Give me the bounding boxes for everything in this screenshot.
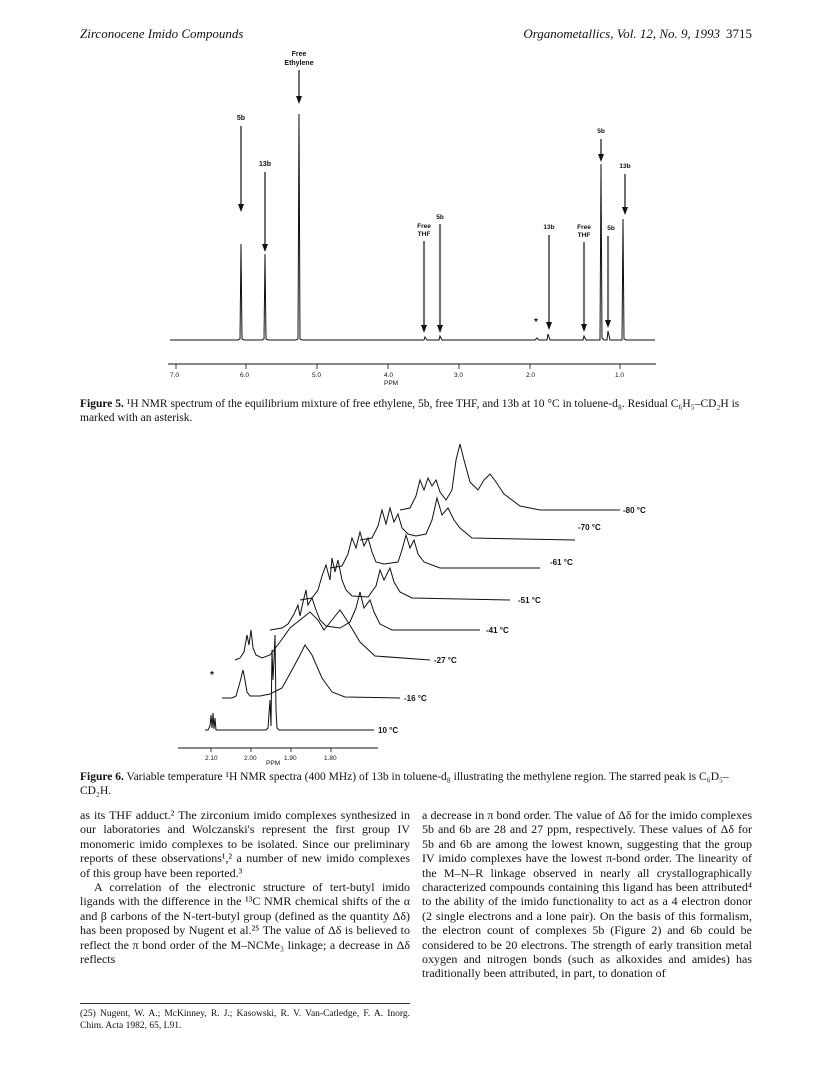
fig5-tick-label: 4.0 xyxy=(384,372,394,379)
fig6-tick-marks xyxy=(211,748,331,752)
figure-5-spectrum xyxy=(0,44,820,394)
label-5b-right: 5b xyxy=(607,225,615,232)
label-13b: 13b xyxy=(258,161,272,168)
label-13b-top: 13b xyxy=(619,163,631,170)
temp-label-minus80c: -80 °C xyxy=(623,506,646,515)
trace-minus41c xyxy=(270,590,480,630)
label-free-thf-right: Free xyxy=(577,224,591,231)
temp-label-minus41c: -41 °C xyxy=(486,626,509,635)
arrow-free-thf-head xyxy=(421,325,427,333)
figure-5-caption-text: ¹H NMR spectrum of the equilibrium mixture of free ethylene, 5b, free THF, and 13b at 10 °C in toluene-d₈. Residual C₆H₅–CD₂H is marked with an asterisk. xyxy=(80,398,740,424)
arrow-13b-top-head xyxy=(622,207,628,215)
body-column-right xyxy=(422,808,752,981)
fig5-tick-label: 6.0 xyxy=(240,372,250,379)
journal-section-title: Zirconocene Imido Compounds xyxy=(80,26,244,41)
page-number: 3715 xyxy=(726,26,752,41)
figure-6-spectra xyxy=(0,430,820,766)
label-free-ethylene: Free xyxy=(291,51,307,58)
trace-minus27c xyxy=(235,610,430,660)
fig6-tick-label: 1.90 xyxy=(284,755,297,762)
fig5-tick-label: 2.0 xyxy=(526,372,536,379)
temp-label-minus70c: -70 °C xyxy=(578,523,601,532)
arrow-5b-right-head xyxy=(605,320,611,328)
temp-label-minus61c: -61 °C xyxy=(550,558,573,567)
label-5b-top: 5b xyxy=(597,128,605,135)
arrow-13b-right-head xyxy=(546,322,552,330)
temp-label-10c: 10 °C xyxy=(378,726,399,735)
fig5-axis-unit: PPM xyxy=(384,380,399,387)
figure-6-caption-label: Figure 6. xyxy=(80,771,124,783)
figure-6-caption-text: Variable temperature ¹H NMR spectra (400 MHz) of 13b in toluene-d₈ illustrating the methylene region. The starred peak is C₆D₅–CD₂H. xyxy=(80,771,729,797)
label-5b: 5b xyxy=(236,115,246,122)
running-head xyxy=(80,26,752,44)
arrow-5b-head xyxy=(238,204,244,212)
fig5-tick-label: 1.0 xyxy=(615,372,625,379)
temp-label-minus27c: -27 °C xyxy=(434,656,457,665)
temp-label-minus51c: -51 °C xyxy=(518,596,541,605)
body-column-left xyxy=(80,808,410,966)
fig5-tick-label: 3.0 xyxy=(454,372,464,379)
arrow-5b-small-head xyxy=(437,325,443,333)
label-free-thf: THF xyxy=(417,231,431,238)
figure-6-caption xyxy=(80,770,752,798)
label-13b-right: 13b xyxy=(543,224,555,231)
footnote-25: (25) Nugent, W. A.; McKinney, R. J.; Kasowski, R. V. Van-Catledge, F. A. Inorg. Chim. Acta 1982, 65, L91. xyxy=(80,1009,410,1031)
label-free-thf-right: THF xyxy=(577,232,591,239)
fig5-tick-label: 7.0 xyxy=(170,372,180,379)
fig6-tick-label: 2.10 xyxy=(205,755,218,762)
label-5b-small: 5b xyxy=(436,214,444,221)
trace-minus61c xyxy=(330,532,540,568)
label-free-thf: Free xyxy=(417,223,431,230)
figure-5-caption-label: Figure 5. xyxy=(80,398,124,410)
label-free-ethylene: Ethylene xyxy=(284,60,314,67)
paragraph: as its THF adduct.² The zirconium imido complexes synthesized in our laboratories and Wolczanski's represent the first group IV monomeric imido complexes to be isolated. Since our preliminary reports of these observations¹,² a number of new imido complexes of this group have been reported.³ xyxy=(80,808,410,880)
journal-name: Organometallics, Vol. 12, No. 9, 1993 xyxy=(523,26,720,41)
fig6-axis-unit: PPM xyxy=(266,760,281,766)
asterisk-marker: * xyxy=(534,317,538,328)
journal-citation xyxy=(523,26,752,42)
footnote-divider xyxy=(80,1003,410,1004)
paragraph: A correlation of the electronic structure of tert-butyl imido ligands with the difference in the ¹³C NMR chemical shifts of the α and β carbons of the N-tert-butyl group (defined as the quantity Δδ) has been proposed by Nugent et al.²⁵ The value of Δδ is believed to reflect the π bond order of the M–NCMe₃ linkage; a decrease in Δδ reflects xyxy=(80,880,410,967)
asterisk-marker: * xyxy=(210,670,214,681)
fig6-tick-label: 2.00 xyxy=(244,755,257,762)
arrow-5b-top-head xyxy=(598,154,604,162)
arrow-free-ethylene-head xyxy=(296,96,302,104)
arrow-13b-head xyxy=(262,244,268,252)
trace-minus80c xyxy=(400,444,620,510)
trace-minus51c xyxy=(300,558,510,600)
fig5-tick-label: 5.0 xyxy=(312,372,322,379)
figure-5-caption xyxy=(80,397,752,425)
temp-label-minus16c: -16 °C xyxy=(404,694,427,703)
fig6-tick-label: 1.80 xyxy=(324,755,337,762)
trace-minus70c xyxy=(360,498,575,540)
arrow-free-thf-right-head xyxy=(581,324,587,332)
trace-10c xyxy=(205,635,374,730)
paragraph: a decrease in π bond order. The value of Δδ for the imido complexes 5b and 6b are 28 and 27 ppm, respectively. These values of Δδ for 5b and 6b are among the lowest known, suggesting that the group IV imido complexes have the lowest π-bond order. The linearity of the M–N–R linkage observed in nearly all crystallographically characterized compounds containing this ligand has been attributed⁴ to the ability of the imido functionality to act as a 4 electron donor (2 single electrons and a lone pair). On the basis of this formalism, the electron count of complexes 5b (Figure 2) and 6b could be considered to be 20 electrons. The strength of early transition metal oxygen and nitrogen bonds (such as alkoxides and amides) has traditionally been attributed, in part, to donation of xyxy=(422,808,752,981)
trace-minus16c xyxy=(222,645,400,698)
fig5-tick-marks xyxy=(176,364,620,369)
